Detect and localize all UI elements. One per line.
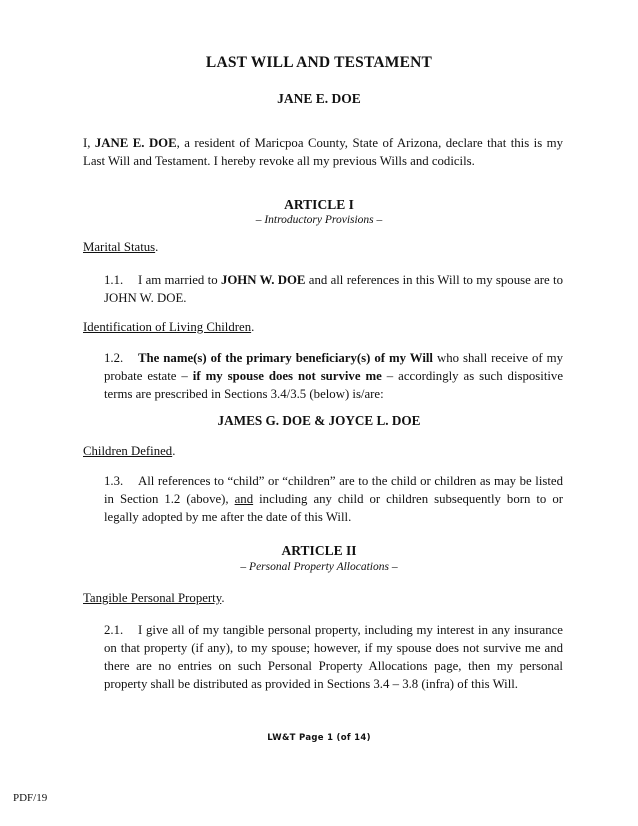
- page-footer: LW&T Page 1 (of 14): [267, 733, 371, 743]
- children-defined-heading: Children Defined.: [83, 444, 176, 458]
- section-1-3: 1.3. All references to “child” or “children” are to the child or children as may be listed in Section 1.2 (above), and including any child or children subsequently born to or legally adopted by me after the date of this Will.: [104, 474, 563, 524]
- children-identification-heading: Identification of Living Children.: [83, 320, 255, 334]
- section-2-1: 2.1. I give all of my tangible personal property, including my interest in any insurance on that property (if any), to my spouse; however, if my spouse does not survive me and there are no entries on such Personal Property Allocations page, then my personal property shall be distributed as provided in Sections 3.4 – 3.8 (infra) of this Will.: [104, 623, 563, 691]
- corner-label: PDF/19: [13, 792, 48, 804]
- article-2-subtitle: – Personal Property Allocations –: [240, 561, 398, 573]
- article-1-subtitle: – Introductory Provisions –: [255, 214, 383, 226]
- tangible-property-heading: Tangible Personal Property.: [83, 591, 225, 605]
- marital-status-heading: Marital Status.: [83, 240, 159, 254]
- intro-name: JANE E. DOE: [94, 136, 177, 150]
- intro-paragraph: [83, 134, 563, 170]
- section-number: 1.1.: [104, 273, 124, 287]
- section-number: 1.3.: [104, 474, 124, 488]
- section-1-1: 1.1. I am married to JOHN W. DOE and all references in this Will to my spouse are to JOHN W. DOE.: [104, 273, 563, 305]
- article-1-title: ARTICLE I: [284, 197, 354, 212]
- section-number: 1.2.: [104, 351, 124, 365]
- section-number: 2.1.: [104, 623, 124, 637]
- article-2-title: ARTICLE II: [281, 543, 357, 558]
- intro-text-1: I,: [83, 136, 95, 150]
- section-1-2: 1.2. The name(s) of the primary beneficiary(s) of my Will who shall receive of my probate estate – if my spouse does not survive me – accordingly as such dispositive terms are prescribed in Sections 3.4/3.5 (below) is/are:: [104, 351, 564, 401]
- spouse-name: JOHN W. DOE: [220, 273, 306, 287]
- testator-name: JANE E. DOE: [277, 91, 361, 106]
- document-title: LAST WILL AND TESTAMENT: [205, 54, 433, 71]
- beneficiary-names: JAMES G. DOE & JOYCE L. DOE: [217, 413, 421, 428]
- intro-text-2: , a resident of Maricpoa County, State of Arizona, declare that this is my Last Will and Testament. I hereby revoke all my previous Wills and codicils.: [83, 136, 563, 168]
